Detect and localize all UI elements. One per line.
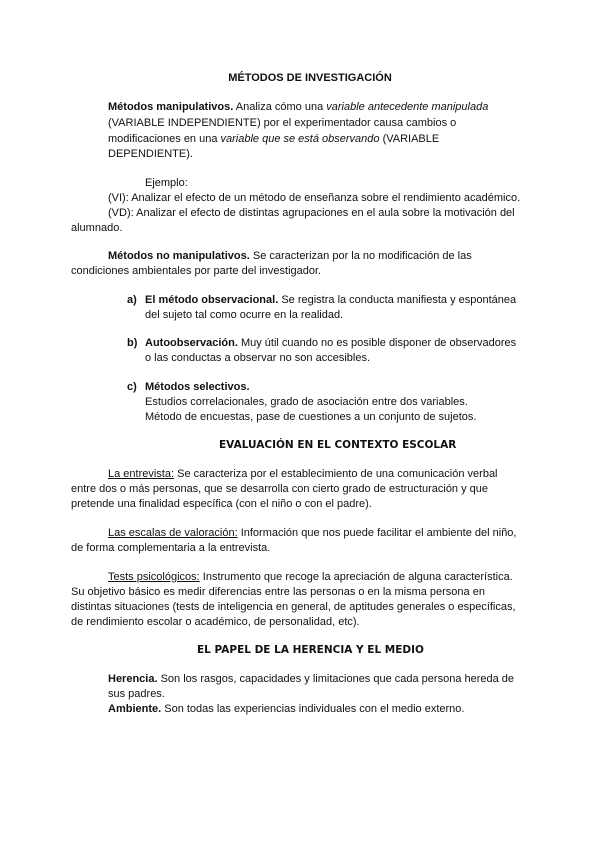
item-b-line1: Autoobservación. Muy útil cuando no es posible disponer de observadores xyxy=(145,337,517,349)
nomanip-heading: Métodos no manipulativos. xyxy=(108,250,250,262)
escalas-label: Las escalas de valoración: xyxy=(108,527,238,539)
example-label: Ejemplo: xyxy=(145,177,188,189)
herencia-line2: sus padres. xyxy=(108,688,165,700)
manip-paragraph-line1: Métodos manipulativos. Analiza cómo una variable antecedente manipulada xyxy=(108,101,489,113)
manip-line4: DEPENDIENTE). xyxy=(108,148,193,160)
item-c-letter: c) xyxy=(127,381,137,393)
ambiente-label: Ambiente. xyxy=(108,703,162,715)
example-vd-cont: alumnado. xyxy=(71,222,123,234)
escalas-line1: Las escalas de valoración: Información que nos puede facilitar el ambiente del niño, xyxy=(108,527,517,539)
item-a-line2: del sujeto tal como ocurre en la realidad. xyxy=(145,309,344,321)
item-c-line2: Estudios correlacionales, grado de asociación entre dos variables. xyxy=(145,396,468,408)
tests-line4: de rendimiento escolar o académico, de personalidad, etc). xyxy=(71,616,360,628)
herencia-label: Herencia. xyxy=(108,673,158,685)
manip-line2: (VARIABLE INDEPENDIENTE) por el experimentador causa cambios o xyxy=(108,117,457,129)
tests-line2: Su objetivo básico es medir diferencias entre las personas o en la misma persona en xyxy=(71,586,485,598)
manip-heading: Métodos manipulativos. xyxy=(108,101,234,113)
example-vd: (VD): Analizar el efecto de distintas agrupaciones en el aula sobre la motivación del xyxy=(108,207,515,219)
tests-line1: Tests psicológicos: Instrumento que recoge la apreciación de alguna característica. xyxy=(108,571,513,583)
herencia-line1: Herencia. Son los rasgos, capacidades y limitaciones que cada persona hereda de xyxy=(108,673,515,685)
item-a-line1: El método observacional. Se registra la conducta manifiesta y espontánea xyxy=(145,294,517,306)
item-a-letter: a) xyxy=(127,294,137,306)
nomanip-line2: condiciones ambientales por parte del investigador. xyxy=(71,265,322,277)
herencia-title: EL PAPEL DE LA HERENCIA Y EL MEDIO xyxy=(197,644,424,656)
entrevista-line3: pretende una finalidad específica (con el niño o con el padre). xyxy=(71,498,372,510)
page-title: MÉTODOS DE INVESTIGACIÓN xyxy=(228,72,392,84)
entrevista-label: La entrevista: xyxy=(108,468,175,480)
entrevista-line1: La entrevista: Se caracteriza por el establecimiento de una comunicación verbal xyxy=(108,468,498,480)
example-vi: (VI): Analizar el efecto de un método de enseñanza sobre el rendimiento académico. xyxy=(108,192,521,204)
item-b-letter: b) xyxy=(127,337,138,349)
escalas-line2: de forma complementaria a la entrevista. xyxy=(71,542,271,554)
eval-title: EVALUACIÓN EN EL CONTEXTO ESCOLAR xyxy=(219,439,457,451)
item-c-heading: Métodos selectivos. xyxy=(145,381,250,393)
item-b-line2: o las conductas a observar no son accesibles. xyxy=(145,352,371,364)
manip-line3: modificaciones en una variable que se está observando (VARIABLE xyxy=(108,133,440,145)
tests-line3: distintas situaciones (tests de inteligencia en general, de aptitudes generales o específicas, xyxy=(71,601,516,613)
nomanip-line1: Métodos no manipulativos. Se caracterizan por la no modificación de las xyxy=(108,250,472,262)
ambiente-line1: Ambiente. Son todas las experiencias individuales con el medio externo. xyxy=(108,703,465,715)
item-c-line3: Método de encuestas, pase de cuestiones a un conjunto de sujetos. xyxy=(145,411,477,423)
entrevista-line2: entre dos o más personas, que se desarrolla con cierto grado de estructuración y que xyxy=(71,483,489,495)
tests-label: Tests psicológicos: xyxy=(108,571,200,583)
